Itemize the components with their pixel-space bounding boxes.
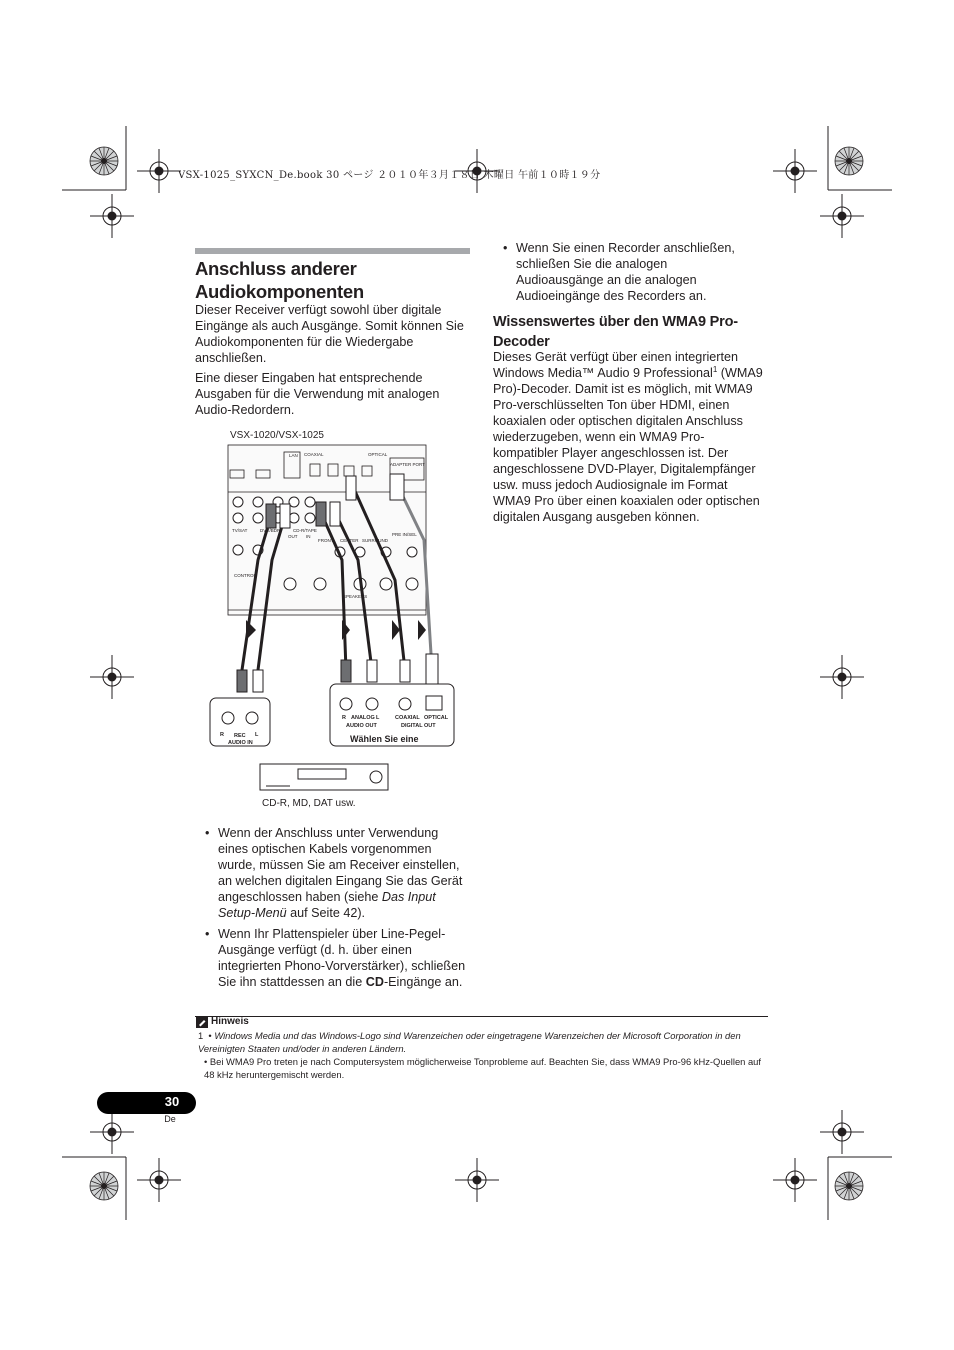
page-language: De: [164, 1114, 176, 1124]
section-title: Anschluss anderer Audiokomponenten: [195, 258, 364, 302]
intro-paragraph-2: Eine dieser Eingaben hat entsprechende Ausgaben für die Verwendung mit analogen Audio-Redordern.: [195, 371, 440, 417]
receiver-speakers-label: SPEAKERS: [343, 594, 368, 599]
bullet-dot: •: [205, 927, 210, 941]
recorder-out-l: L: [376, 715, 380, 721]
recorder-analog-label: ANALOG: [351, 715, 375, 721]
connection-diagram: [200, 440, 449, 820]
model-label: VSX-1020/VSX-1025: [230, 430, 324, 441]
recorder-audio-out-label: AUDIO OUT: [346, 723, 377, 729]
recorder-optical-label: OPTICAL: [424, 715, 449, 721]
recorder-in-l: L: [255, 732, 259, 738]
note-item-2: • Bei WMA9 Pro treten je nach Computersystem möglicherweise Tonprobleme auf. Beachten Sie, dass WMA9 Pro-96 kHz-Quellen auf 48 kHz heruntergemischt werden.: [204, 1056, 762, 1080]
print-header: VSX-1025_SYXCN_De.book 30 ページ ２０１０年３月１８日 木曜日 午前１０時１９分: [178, 170, 601, 181]
note-item-1: 1 • Windows Media und das Windows-Logo sind Warenzeichen oder eingetragene Warenzeichen der Microsoft Corporation in den Vereinigten Staaten und/oder in anderen Ländern.: [198, 1030, 741, 1054]
receiver-center-label: CENTER: [340, 538, 359, 543]
receiver-cdrtape-label: CD-R/TAPE: [293, 528, 317, 533]
recorder-out-r: R: [342, 715, 346, 721]
receiver-prein-label: PRE IN/SEL: [392, 532, 417, 537]
receiver-front-label: FRONT: [318, 538, 334, 543]
bullet-text: Wenn Ihr Plattenspieler über Line-Pegel-Ausgänge verfügt (d. h. über einen integrierten Phono-Vorverstärker), schließen Sie ihn stattdessen an die CD-Eingänge an.: [218, 927, 466, 989]
recorder-device: [260, 764, 388, 790]
bullet-dot: •: [503, 241, 508, 255]
receiver-optical-label: OPTICAL: [368, 452, 388, 457]
note-icon: [196, 1017, 208, 1028]
intro-paragraph-1: Dieser Receiver verfügt sowohl über digitale Eingänge als auch Ausgänge. Somit können Sie Audiokomponenten für die Wiedergabe anschließen.: [195, 303, 464, 365]
receiver-tvsat-label: TV/SAT: [232, 528, 248, 533]
device-caption: CD-R, MD, DAT usw.: [262, 798, 356, 809]
receiver-surround-label: SURROUND: [362, 538, 389, 543]
recorder-digital-out-label: DIGITAL OUT: [401, 723, 436, 729]
wma9-paragraph: Dieses Gerät verfügt über einen integrierten Windows Media™ Audio 9 Professional$^1$ (WMA9 Pro)-Decoder. Damit ist es möglich, mit WMA9 Pro-verschlüsselten Ton über HDMI, einen koaxialen oder optischen digitalen Anschluss wiederzugeben, wenn ein WMA9 Pro-kompatibler Player angeschlossen ist. Der angeschlossene DVD-Player, Digitalempfänger usw. muss jedoch Audiosignale im Format WMA9 Pro über einen koaxialen oder optischen digitalen Ausgang ausgeben können.: [493, 350, 763, 524]
receiver-adapter-port-label: ADAPTER PORT: [390, 462, 425, 467]
receiver-lan-label: LAN: [289, 453, 298, 458]
receiver-dvrbdr-label: DVR/BDR: [260, 528, 281, 533]
note-title: Hinweis: [211, 1016, 249, 1027]
recorder-in-rec: REC: [234, 733, 246, 739]
receiver-coaxial-label: COAXIAL: [304, 452, 324, 457]
note-rule: [195, 1016, 768, 1017]
recorder-coaxial-label: COAXIAL: [395, 715, 420, 721]
bullet-text: Wenn der Anschluss unter Verwendung eines optischen Kabels vorgenommen wurde, müssen Sie am Receiver einstellen, an welchen digitalen Eingang Sie das Gerät angeschlossen haben (siehe Das Input Setup-Menü auf Seite 42).: [218, 826, 463, 920]
recorder-audio-in-label: AUDIO IN: [228, 740, 253, 746]
choose-one-label: Wählen Sie eine: [350, 734, 419, 744]
bullet-dot: •: [205, 826, 210, 840]
receiver-control-label: CONTROL: [234, 573, 257, 578]
section-bar: [195, 248, 470, 254]
page-number: 30: [164, 1094, 180, 1109]
wma9-heading: Wissenswertes über den WMA9 Pro-Decoder: [493, 314, 738, 350]
receiver-cdrtape-in-label: IN: [306, 534, 311, 539]
bullet-text: Wenn Sie einen Recorder anschließen, schließen Sie die analogen Audioausgänge an die analogen Audioeingänge des Recorders an.: [516, 241, 735, 303]
recorder-in-r: R: [220, 732, 224, 738]
receiver-cdrtape-out-label: OUT: [288, 534, 298, 539]
